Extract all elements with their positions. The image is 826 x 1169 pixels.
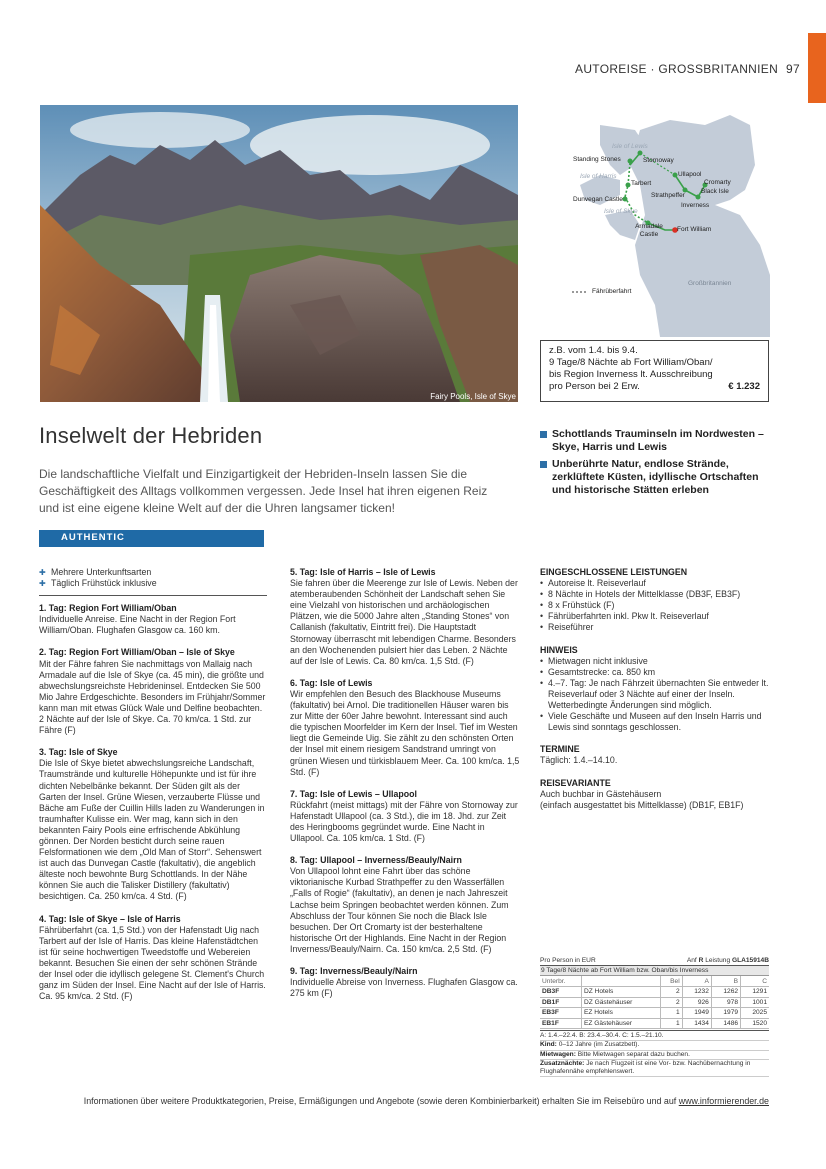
price-box-duration: 9 Tage/8 Nächte ab Fort William/Oban/ bbox=[549, 357, 713, 368]
itinerary-day-7 bbox=[290, 789, 520, 844]
table-row bbox=[540, 1008, 769, 1019]
table-cell: 1291 bbox=[741, 987, 769, 998]
info-column bbox=[540, 567, 770, 822]
table-row bbox=[540, 997, 769, 1008]
map-label-black-isle: Black Isle bbox=[701, 188, 729, 195]
table-cell: 1949 bbox=[682, 1008, 711, 1019]
day-title: 4. Tag: Isle of Skye – Isle of Harris bbox=[39, 913, 181, 924]
day-title: 2. Tag: Region Fort William/Oban – Isle of Skye bbox=[39, 647, 235, 658]
price-box-route: bis Region Inverness lt. Ausschreibung bbox=[549, 369, 713, 380]
table-cell: DB3F bbox=[540, 987, 581, 998]
price-table-seasons: A: 1.4.–22.4. B: 23.4.–30.4. C: 1.5.–21.10. bbox=[540, 1032, 769, 1041]
included-item: • Reiseführer bbox=[540, 622, 770, 633]
map-label-tarbert: Tarbert bbox=[631, 180, 652, 187]
perk-item: ✚ Täglich Frühstück inklusive bbox=[39, 578, 267, 589]
included-title: EINGESCHLOSSENE LEISTUNGEN bbox=[540, 567, 688, 577]
table-cell: EZ Hotels bbox=[581, 1008, 660, 1019]
table-cell: 926 bbox=[682, 997, 711, 1008]
price-box-dates: z.B. vom 1.4. bis 9.4. bbox=[549, 345, 638, 356]
map-island-skye: Isle of Skye bbox=[604, 208, 638, 215]
route-map bbox=[540, 105, 770, 337]
map-label-country: Großbritannien bbox=[688, 280, 732, 287]
section-title: AUTOREISE · GROSSBRITANNIEN bbox=[575, 62, 779, 76]
table-cell: 1979 bbox=[711, 1008, 740, 1019]
table-cell: EB1F bbox=[540, 1018, 581, 1029]
note-item: • Viele Geschäfte und Museen auf den Inseln Harris und Lewis sind sonntags geschlossen. bbox=[540, 711, 770, 733]
page-title: Inselwelt der Hebriden bbox=[39, 423, 263, 448]
itinerary-day-9 bbox=[290, 966, 520, 999]
map-island-lewis: Isle of Lewis bbox=[612, 143, 648, 150]
notes-section bbox=[540, 645, 770, 734]
table-header-cell: B bbox=[711, 976, 740, 987]
perks-list bbox=[39, 567, 267, 596]
day-text: Wir empfehlen den Besuch des Blackhouse Museums (fakultativ) bei Arnol. Die traditionellen Häuser waren bis zur Mitte der 60er Jahre bewohnt. Interessant sind auch die typischen Moorfelder im Kern der Insel. Tief im Westen liegt die Gemeinde Uig. Sie zählt zu den schönsten Orten der Insel mit einem riesigem Sandstrand umringt von grünen Wiesen und türkisblauem Meer. Ca. 100 km/ca. 1,5 Std. (F) bbox=[290, 688, 520, 777]
footer-text: Informationen über weitere Produktkategorien, Preise, Ermäßigungen und Angebote (sowie deren Kombinierbarkeit) erhalten Sie im Reisebüro und auf bbox=[83, 1096, 677, 1106]
dates-title: TERMINE bbox=[540, 744, 580, 755]
table-cell: 1520 bbox=[741, 1018, 769, 1029]
table-header-cell: Bel bbox=[661, 976, 683, 987]
day-title: 8. Tag: Ullapool – Inverness/Beauly/Nairn bbox=[290, 855, 462, 866]
table-cell: DZ Hotels bbox=[581, 987, 660, 998]
price-table-code-value: GLA15914B bbox=[731, 957, 769, 964]
orange-page-tab bbox=[808, 33, 826, 103]
table-cell: 978 bbox=[711, 997, 740, 1008]
itinerary-day-5 bbox=[290, 567, 520, 667]
table-header-row bbox=[540, 976, 769, 987]
note-text: Bitte Mietwagen separat dazu buchen. bbox=[577, 1050, 690, 1058]
highlights-list bbox=[540, 428, 780, 501]
note-text: Je nach Flugzeit ist eine Vor- bzw. Nachübernachtung in Flughafennähe empfehlenswert. bbox=[540, 1059, 751, 1076]
map-legend-ferry: Fährüberfahrt bbox=[592, 288, 632, 295]
included-item: • Fährüberfahrten inkl. Pkw lt. Reiseverlauf bbox=[540, 611, 770, 622]
table-cell: EB3F bbox=[540, 1008, 581, 1019]
day-text: Die Isle of Skye bietet abwechslungsreiche Landschaft, Traumstrände und kulturelle Höhepunkte und ist für ihre dichten Nebelbänke bekannt. Der Süden gilt als der Garten der Insel. Grüne Wiesen, verzauberte Flüsse und Bäche am Fuße der Cuillin Hills laden zu Wanderungen in traumhafter Kulisse ein. Wer mag, kann sich in den bekannten Fairy Pools eine erfrischende Abkühlung gönnen. Der Norden besticht durch seine rauen Felsformationen wie dem „Old Man of Storr“. Sehenswert ist auch das Dunvegan Castle (fakultativ), die angeblich älteste noch bewohnte Burg Schottlands. In der Nähe können Sie auch die Talisker Distillery (fakultativ) besichtigen. Ca. 250 km/ca. 4 Std. (F) bbox=[39, 758, 265, 902]
day-title: 7. Tag: Isle of Lewis – Ullapool bbox=[290, 788, 417, 799]
variant-line: Auch buchbar in Gästehäusern bbox=[540, 788, 662, 799]
day-title: 5. Tag: Isle of Harris – Isle of Lewis bbox=[290, 567, 436, 577]
notes-title: HINWEIS bbox=[540, 644, 578, 655]
itinerary-column-1 bbox=[39, 567, 269, 1013]
table-cell: 1232 bbox=[682, 987, 711, 998]
day-text: Fährüberfahrt (ca. 1,5 Std.) von der Hafenstadt Uig nach Tarbert auf der Isle of Harris. Das kleine Hafenstädtchen ist für seine hochwertigen Tweedstoffe und Webereien bekannt. Besuchen Sie einen der sehr schönen Strände der Insel oder die idyllisch gelegene St. Clement's Church ganz im Süden der Insel. Eine Nacht auf der Isle of Harris. Ca. 95 km/ca. 2 Std. (F) bbox=[39, 924, 266, 1002]
included-item: • 8 x Frühstück (F) bbox=[540, 600, 770, 611]
photo-caption: Fairy Pools, Isle of Skye bbox=[430, 392, 516, 401]
day-title: 9. Tag: Inverness/Beauly/Nairn bbox=[290, 966, 418, 976]
table-cell: DB1F bbox=[540, 997, 581, 1008]
day-text: Individuelle Anreise. Eine Nacht in der Region Fort William/Oban. Flughafen Glasgow ca. 160 km. bbox=[39, 614, 236, 636]
table-cell: 2 bbox=[661, 997, 683, 1008]
itinerary-day-8 bbox=[290, 855, 520, 955]
note-label: Mietwagen: bbox=[540, 1050, 576, 1058]
map-label-armadale-castle: Armadale Castle bbox=[635, 223, 663, 238]
included-item: • 8 Nächte in Hotels der Mittelklasse (DB3F, EB3F) bbox=[540, 589, 770, 600]
highlight-item: Unberührte Natur, endlose Strände, zerklüftete Küsten, idyllische Ortschaften und historische Stätten erleben bbox=[540, 458, 780, 497]
day-text: Rückfahrt (meist mittags) mit der Fähre von Stornoway zur Hafenstadt Ullapool (ca. 3 Std.), die im 18. Jhd. zur Zeit des Heringbooms gegründet wurde. Eine Nacht in Ullapool. Ca. 105 km/ca. 1 Std. (F) bbox=[290, 799, 518, 844]
footer-website-link[interactable]: www.informierender.de bbox=[678, 1096, 769, 1106]
note-label: Zusatznächte: bbox=[540, 1059, 585, 1067]
itinerary-column-2 bbox=[290, 567, 520, 1010]
note-item: • Mietwagen nicht inklusive bbox=[540, 656, 770, 667]
perk-item: ✚ Mehrere Unterkunftsarten bbox=[39, 567, 267, 578]
table-row bbox=[540, 1018, 769, 1029]
day-text: Individuelle Abreise von Inverness. Flughafen Glasgow ca. 275 km (F) bbox=[290, 977, 518, 999]
table-row bbox=[540, 987, 769, 998]
included-section bbox=[540, 567, 770, 634]
map-label-strathpeffer: Strathpeffer bbox=[651, 192, 685, 199]
map-island-harris: Isle of Harris bbox=[580, 173, 617, 180]
map-label-inverness: Inverness bbox=[681, 202, 710, 209]
price-table-grid bbox=[540, 976, 769, 1029]
table-header-cell: A bbox=[682, 976, 711, 987]
day-title: 6. Tag: Isle of Lewis bbox=[290, 677, 373, 688]
price-table-car-note bbox=[540, 1051, 769, 1060]
price-table-code-label: Leistung bbox=[705, 957, 731, 964]
itinerary-day-1 bbox=[39, 603, 269, 636]
price-table-anf-label: Anf bbox=[686, 957, 697, 964]
table-cell: DZ Gästehäuser bbox=[581, 997, 660, 1008]
day-title: 1. Tag: Region Fort William/Oban bbox=[39, 603, 177, 614]
table-cell: EZ Gästehäuser bbox=[581, 1018, 660, 1029]
included-item: • Autoreise lt. Reiseverlauf bbox=[540, 578, 770, 589]
price-table-extra-note bbox=[540, 1060, 769, 1078]
day-text: Sie fahren über die Meerenge zur Isle of Lewis. Neben der atemberaubenden Schönheit der Landschaft sehen Sie eine Vielzahl von historischen und archäologischen Plätzen, wie die 5000 Jahre alten „Standing Stones“ von Callanish (fakultativ, Eintritt frei). Die Hauptstadt Stornoway überrascht mit lebendigen Charme. Besonders an den Wochenenden pulsiert hier das Leben. 2 Nächte auf der Isle of Lewis. Ca. 80 km/ca. 1,5 Std. (F) bbox=[290, 578, 518, 666]
table-cell: 1 bbox=[661, 1018, 683, 1029]
dates-text: Täglich: 1.4.–14.10. bbox=[540, 755, 618, 766]
landscape-photo bbox=[40, 105, 518, 402]
itinerary-day-3 bbox=[39, 747, 269, 902]
day-title: 3. Tag: Isle of Skye bbox=[39, 747, 118, 758]
map-label-fort-william: Fort William bbox=[677, 226, 712, 233]
page-footer bbox=[40, 1096, 769, 1106]
variant-section bbox=[540, 778, 770, 811]
price-table-pp-label: Pro Person in EUR bbox=[540, 957, 596, 964]
map-label-cromarty: Cromarty bbox=[704, 179, 731, 186]
variant-line: (einfach ausgestattet bis Mittelklasse) (DB1F, EB1F) bbox=[540, 799, 744, 810]
price-table-notes bbox=[540, 1030, 769, 1077]
variant-title: REISEVARIANTE bbox=[540, 777, 611, 788]
day-text: Von Ullapool lohnt eine Fahrt über das schöne viktorianische Kurbad Strathpeffer zu den Wasserfällen „Falls of Rogie“ (fakultativ), an denen je nach Jahreszeit Lachse beim Springen beobachtet werden können. Zum Abschluss der Tour können Sie noch die Black Isle besuchen. Der Ort Cromarty ist der besterhaltene historische Ort der Highlands. Eine Nacht in der Region Inverness/Beauly/Nairn. Ca. 150 km/ca. 2,5 Std. (F) bbox=[290, 866, 509, 954]
page-number: 97 bbox=[786, 62, 800, 76]
table-cell: 1001 bbox=[741, 997, 769, 1008]
dates-section bbox=[540, 744, 770, 766]
itinerary-day-2 bbox=[39, 647, 269, 736]
map-label-stornoway: Stornoway bbox=[643, 157, 674, 164]
note-text: 0–12 Jahre (im Zusatzbett). bbox=[558, 1041, 640, 1049]
table-cell: 1 bbox=[661, 1008, 683, 1019]
map-label-standing-stones: Standing Stones bbox=[573, 156, 621, 163]
table-cell: 2025 bbox=[741, 1008, 769, 1019]
price-table-anf-value: R bbox=[698, 957, 704, 964]
table-cell: 1486 bbox=[711, 1018, 740, 1029]
price-table-kid-note bbox=[540, 1041, 769, 1050]
itinerary-day-4 bbox=[39, 914, 269, 1003]
itinerary-day-6 bbox=[290, 678, 520, 778]
map-label-dunvegan-castle: Dunvegan Castle bbox=[573, 196, 623, 203]
table-cell: 1434 bbox=[682, 1018, 711, 1029]
table-cell: 2 bbox=[661, 987, 683, 998]
price-box bbox=[540, 340, 769, 402]
highlight-item: Schottlands Trauminseln im Nordwesten – Skye, Harris und Lewis bbox=[540, 428, 780, 454]
table-header-cell bbox=[581, 976, 660, 987]
note-label: Kind: bbox=[540, 1041, 557, 1049]
note-item: • Gesamtstrecke: ca. 850 km bbox=[540, 667, 770, 678]
price-box-per-person: pro Person bei 2 Erw. bbox=[549, 381, 640, 392]
price-table bbox=[540, 957, 769, 1077]
note-item: • 4.–7. Tag: Je nach Fährzeit übernachten Sie entweder lt. Reiseverlauf oder 3 Nächte auf einer der Inseln. Wetterbedingte Änderungen sind möglich. bbox=[540, 678, 770, 711]
price-box-price: € 1.232 bbox=[728, 381, 760, 392]
map-label-ullapool: Ullapool bbox=[678, 171, 702, 178]
price-table-subtitle: 9 Tage/8 Nächte ab Fort William bzw. Oban/bis Inverness bbox=[540, 966, 769, 976]
table-header-cell: Unterbr. bbox=[540, 976, 581, 987]
table-header-cell: C bbox=[741, 976, 769, 987]
day-text: Mit der Fähre fahren Sie nachmittags von Mallaig nach Armadale auf die Isle of Skye (ca. 45 min), die größte und abwechslungsreichste Hebrideninsel. Entdecken Sie 500 Mio Jahre Erdgeschichte. Besonders im Frühjahr/Sommer kann man mit etwas Glück Wale und Delfine beobachten. 2 Nächte auf der Isle of Skye. Ca. 70 km/ca. 1 Std. zur Fähre (F) bbox=[39, 658, 266, 736]
page-header bbox=[560, 62, 800, 76]
table-cell: 1262 bbox=[711, 987, 740, 998]
intro-text: Die landschaftliche Vielfalt und Einzigartigkeit der Hebriden-Inseln lassen Sie die Geschäftigkeit des Alltags vollkommen vergessen. Jede Insel hat ihren eigenen Reiz und ist eine eigene kleine Welt auf der die Uhren langsamer ticken! bbox=[39, 467, 488, 515]
authentic-badge: AUTHENTIC bbox=[39, 530, 264, 547]
